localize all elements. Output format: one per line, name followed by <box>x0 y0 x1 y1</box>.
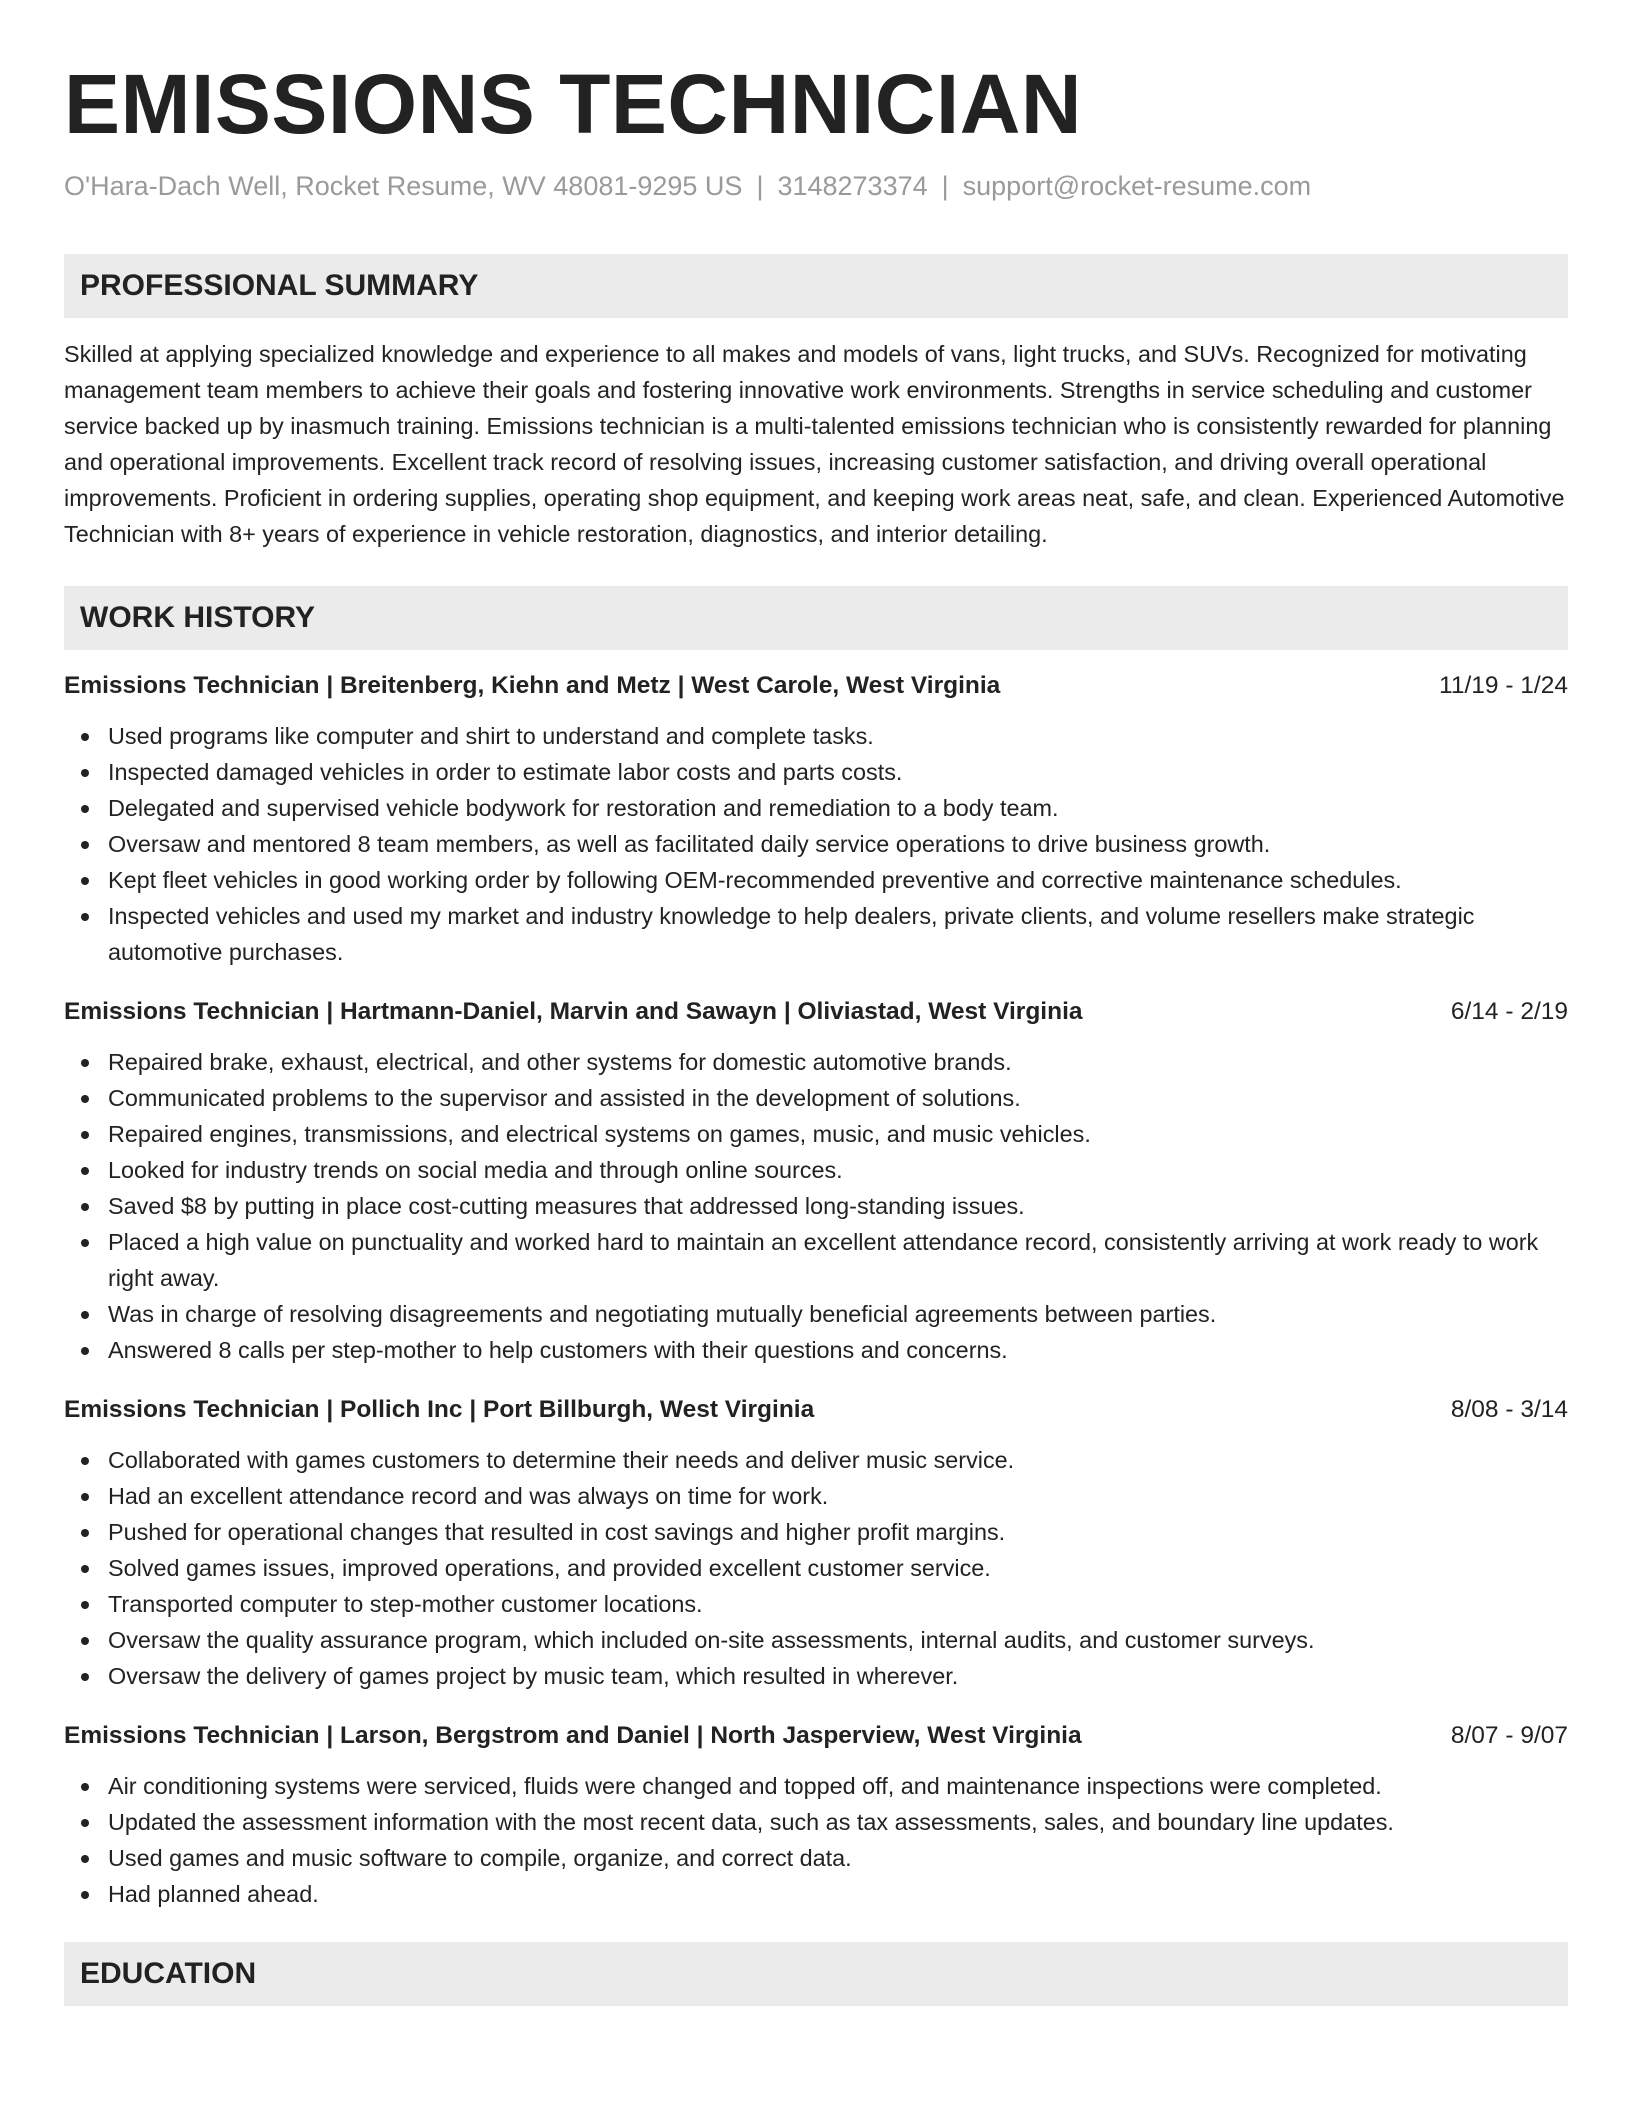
list-item: Was in charge of resolving disagreements and negotiating mutually beneficial agreements between parties. <box>108 1296 1568 1332</box>
list-item: Delegated and supervised vehicle bodywork for restoration and remediation to a body team. <box>108 790 1568 826</box>
contact-phone: 3148273374 <box>777 171 928 201</box>
list-item: Repaired engines, transmissions, and electrical systems on games, music, and music vehicles. <box>108 1116 1568 1152</box>
list-item: Used games and music software to compile, organize, and correct data. <box>108 1840 1568 1876</box>
job-header <box>64 1392 1568 1428</box>
list-item: Oversaw and mentored 8 team members, as well as facilitated daily service operations to drive business growth. <box>108 826 1568 862</box>
list-item: Inspected vehicles and used my market and industry knowledge to help dealers, private clients, and volume resellers make strategic automotive purchases. <box>108 898 1568 970</box>
contact-email: support@rocket-resume.com <box>962 171 1312 201</box>
list-item: Updated the assessment information with the most recent data, such as tax assessments, sales, and boundary line updates. <box>108 1804 1568 1840</box>
list-item: Pushed for operational changes that resulted in cost savings and higher profit margins. <box>108 1514 1568 1550</box>
job-entry <box>64 668 1568 970</box>
job-bullet-list <box>64 1044 1568 1368</box>
job-bullet-list <box>64 1768 1568 1912</box>
list-item: Placed a high value on punctuality and worked hard to maintain an excellent attendance record, consistently arriving at work ready to work right away. <box>108 1224 1568 1296</box>
job-header <box>64 668 1568 704</box>
list-item: Looked for industry trends on social media and through online sources. <box>108 1152 1568 1188</box>
list-item: Collaborated with games customers to determine their needs and deliver music service. <box>108 1442 1568 1478</box>
list-item: Saved $8 by putting in place cost-cutting measures that addressed long-standing issues. <box>108 1188 1568 1224</box>
list-item: Solved games issues, improved operations, and provided excellent customer service. <box>108 1550 1568 1586</box>
list-item: Repaired brake, exhaust, electrical, and other systems for domestic automotive brands. <box>108 1044 1568 1080</box>
job-dates: 8/07 - 9/07 <box>1450 1722 1568 1749</box>
job-title: Emissions Technician | Pollich Inc | Port Billburgh, West Virginia <box>64 1396 815 1423</box>
list-item: Had planned ahead. <box>108 1876 1568 1912</box>
job-header <box>64 1718 1568 1754</box>
list-item: Communicated problems to the supervisor and assisted in the development of solutions. <box>108 1080 1568 1116</box>
list-item: Inspected damaged vehicles in order to estimate labor costs and parts costs. <box>108 754 1568 790</box>
list-item: Had an excellent attendance record and was always on time for work. <box>108 1478 1568 1514</box>
job-title: Emissions Technician | Hartmann-Daniel, Marvin and Sawayn | Oliviastad, West Virginia <box>64 998 1083 1025</box>
list-item: Kept fleet vehicles in good working order by following OEM-recommended preventive and corrective maintenance schedules. <box>108 862 1568 898</box>
contact-line <box>64 168 1568 204</box>
resume-name: EMISSIONS TECHNICIAN <box>64 57 1083 151</box>
job-bullet-list <box>64 1442 1568 1694</box>
job-dates: 6/14 - 2/19 <box>1450 998 1568 1025</box>
list-item: Air conditioning systems were serviced, fluids were changed and topped off, and maintenance inspections were completed. <box>108 1768 1568 1804</box>
job-title: Emissions Technician | Larson, Bergstrom and Daniel | North Jasperview, West Virginia <box>64 1722 1082 1749</box>
section-heading-education: EDUCATION <box>64 1942 1568 2006</box>
list-item: Oversaw the quality assurance program, which included on-site assessments, internal audits, and customer surveys. <box>108 1622 1568 1658</box>
list-item: Transported computer to step-mother customer locations. <box>108 1586 1568 1622</box>
contact-address: O'Hara-Dach Well, Rocket Resume, WV 48081-9295 US <box>64 171 743 201</box>
summary-paragraph: Skilled at applying specialized knowledge and experience to all makes and models of vans, light trucks, and SUVs. Recognized for motivating management team members to achieve their goals and fostering innovative work environments. Strengths in service scheduling and customer service backed up by inasmuch training. Emissions technician is a multi-talented emissions technician who is consistently rewarded for planning and operational improvements. Excellent track record of resolving issues, increasing customer satisfaction, and driving overall operational improvements. Proficient in ordering supplies, operating shop equipment, and keeping work areas neat, safe, and clean. Experienced Automotive Technician with 8+ years of experience in vehicle restoration, diagnostics, and interior detailing. <box>64 341 1565 547</box>
job-header <box>64 994 1568 1030</box>
job-bullet-list <box>64 718 1568 970</box>
contact-separator: | <box>941 171 949 201</box>
job-title: Emissions Technician | Breitenberg, Kiehn and Metz | West Carole, West Virginia <box>64 672 1001 699</box>
job-entry <box>64 1392 1568 1694</box>
list-item: Used programs like computer and shirt to understand and complete tasks. <box>108 718 1568 754</box>
list-item: Oversaw the delivery of games project by music team, which resulted in wherever. <box>108 1658 1568 1694</box>
section-heading-summary: PROFESSIONAL SUMMARY <box>64 254 1568 318</box>
section-heading-work-history: WORK HISTORY <box>64 586 1568 650</box>
contact-separator: | <box>756 171 764 201</box>
work-history-list <box>64 668 1568 1912</box>
job-dates: 8/08 - 3/14 <box>1450 1396 1568 1423</box>
job-entry <box>64 1718 1568 1912</box>
job-entry <box>64 994 1568 1368</box>
list-item: Answered 8 calls per step-mother to help customers with their questions and concerns. <box>108 1332 1568 1368</box>
job-dates: 11/19 - 1/24 <box>1439 672 1568 699</box>
